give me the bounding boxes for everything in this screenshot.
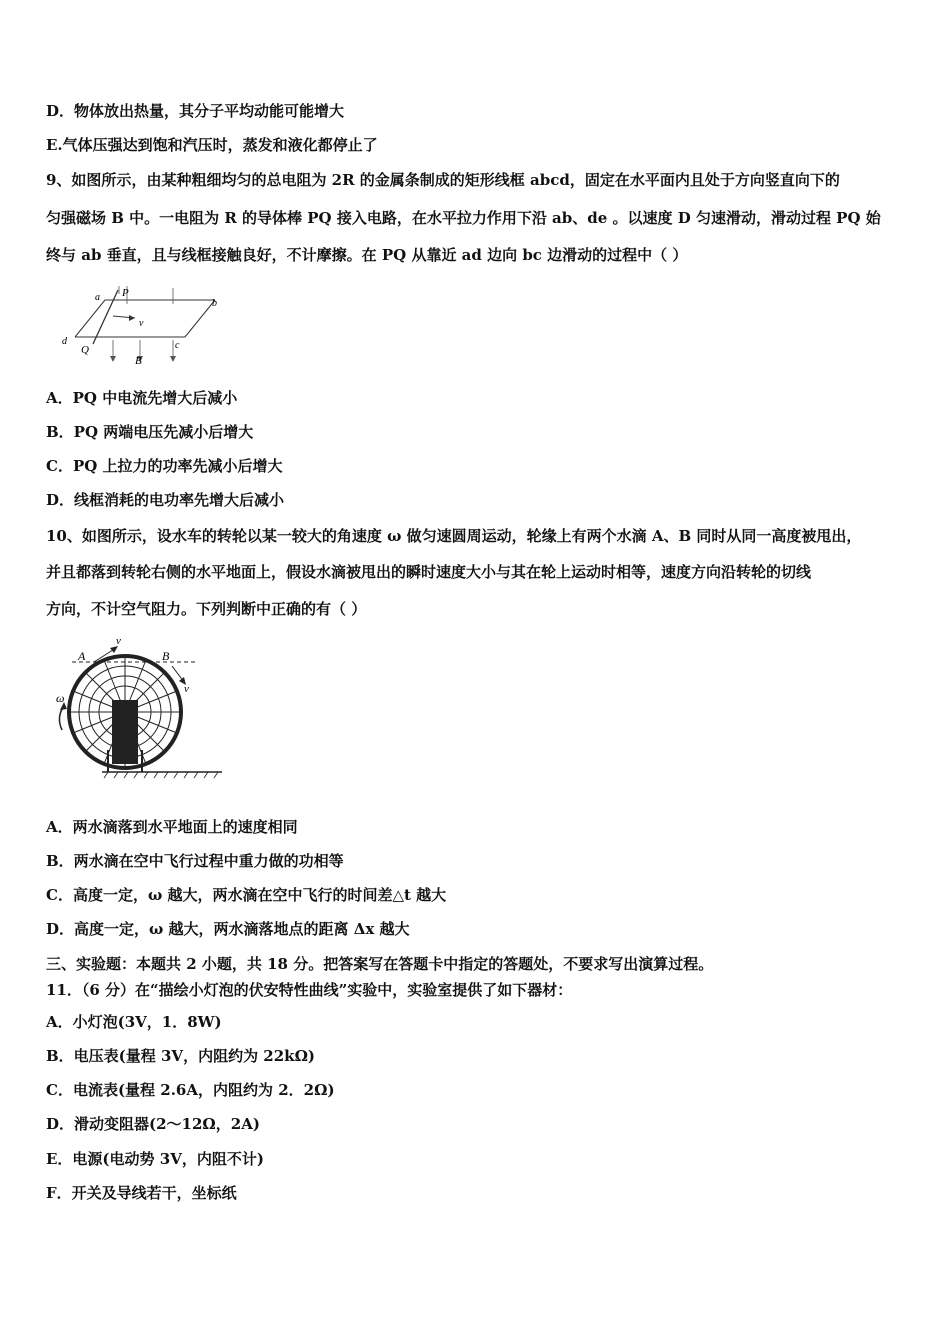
fig9-label-p: P (122, 287, 129, 299)
section-3-heading: 三、实验题：本题共 2 小题，共 18 分。把答案写在答题卡中指定的答题处，不要求写出演算过程。 (46, 955, 714, 973)
q10-option-b: B．两水滴在空中飞行过程中重力做的功相等 (46, 852, 344, 870)
fig9-label-v: v (139, 318, 144, 329)
q9-figure-wire-frame (55, 282, 225, 367)
q9-option-c: C．PQ 上拉力的功率先减小后增大 (46, 457, 283, 475)
q9-option-d: D．线框消耗的电功率先增大后减小 (46, 491, 285, 509)
fig10-label-a: A (78, 649, 86, 663)
q9-option-a: A．PQ 中电流先增大后减小 (46, 389, 238, 407)
q11-item-e: E．电源(电动势 3V，内阻不计) (46, 1150, 264, 1168)
q11-item-f: F．开关及导线若干，坐标纸 (46, 1184, 237, 1202)
fig10-label-b: B (162, 649, 170, 663)
q8-option-d: D．物体放出热量，其分子平均动能可能增大 (46, 102, 345, 120)
fig10-label-v1: v (116, 635, 121, 647)
fig9-label-d: d (62, 336, 67, 347)
q10-figure-water-wheel (50, 632, 225, 780)
q8-option-e: E.气体压强达到饱和汽压时，蒸发和液化都停止了 (46, 136, 378, 154)
q11-stem: 11．（6 分）在“描绘小灯泡的伏安特性曲线”实验中，实验室提供了如下器材： (46, 981, 573, 999)
fig10-label-omega: ω (56, 691, 65, 705)
fig9-label-field-b: B (135, 355, 142, 367)
q9-stem-line1: 9、如图所示，由某种粗细均匀的总电阻为 2R 的金属条制成的矩形线框 abcd，固定在水平面内且处于方向竖直向下的 (46, 171, 840, 189)
q10-option-a: A．两水滴落到水平地面上的速度相同 (46, 818, 298, 836)
q10-stem-line2: 并且都落到转轮右侧的水平地面上，假设水滴被甩出的瞬时速度大小与其在轮上运动时相等，速度方向沿转轮的切线 (46, 563, 812, 581)
q9-option-b: B．PQ 两端电压先减小后增大 (46, 423, 254, 441)
q11-item-a: A．小灯泡(3V，1．8W) (46, 1013, 222, 1031)
q10-option-d: D．高度一定，ω 越大，两水滴落地点的距离 Δx 越大 (46, 920, 410, 938)
q11-item-c: C．电流表(量程 2.6A，内阻约为 2．2Ω) (46, 1081, 335, 1099)
q11-item-b: B．电压表(量程 3V，内阻约为 22kΩ) (46, 1047, 316, 1065)
fig9-label-q: Q (81, 344, 89, 356)
q9-stem-line2: 匀强磁场 B 中。一电阻为 R 的导体棒 PQ 接入电路，在水平拉力作用下沿 ab、de 。以速度 D 匀速滑动，滑动过程 PQ 始 (46, 209, 881, 227)
fig9-label-b: b (212, 298, 217, 309)
q10-option-c: C．高度一定，ω 越大，两水滴在空中飞行的时间差△t 越大 (46, 886, 447, 904)
fig9-label-c: c (175, 340, 180, 351)
fig10-label-v2: v (184, 683, 189, 695)
q10-stem-line3: 方向，不计空气阻力。下列判断中正确的有（ ） (46, 600, 367, 618)
q9-stem-line3: 终与 ab 垂直，且与线框接触良好，不计摩擦。在 PQ 从靠近 ad 边向 bc 边滑动的过程中（ ） (46, 246, 688, 264)
fig9-label-a: a (95, 292, 100, 303)
q10-stem-line1: 10、如图所示，设水车的转轮以某一较大的角速度 ω 做匀速圆周运动，轮缘上有两个水滴 A、B 同时从同一高度被甩出， (46, 527, 862, 545)
q11-item-d: D．滑动变阻器(2～12Ω，2A) (46, 1115, 260, 1133)
